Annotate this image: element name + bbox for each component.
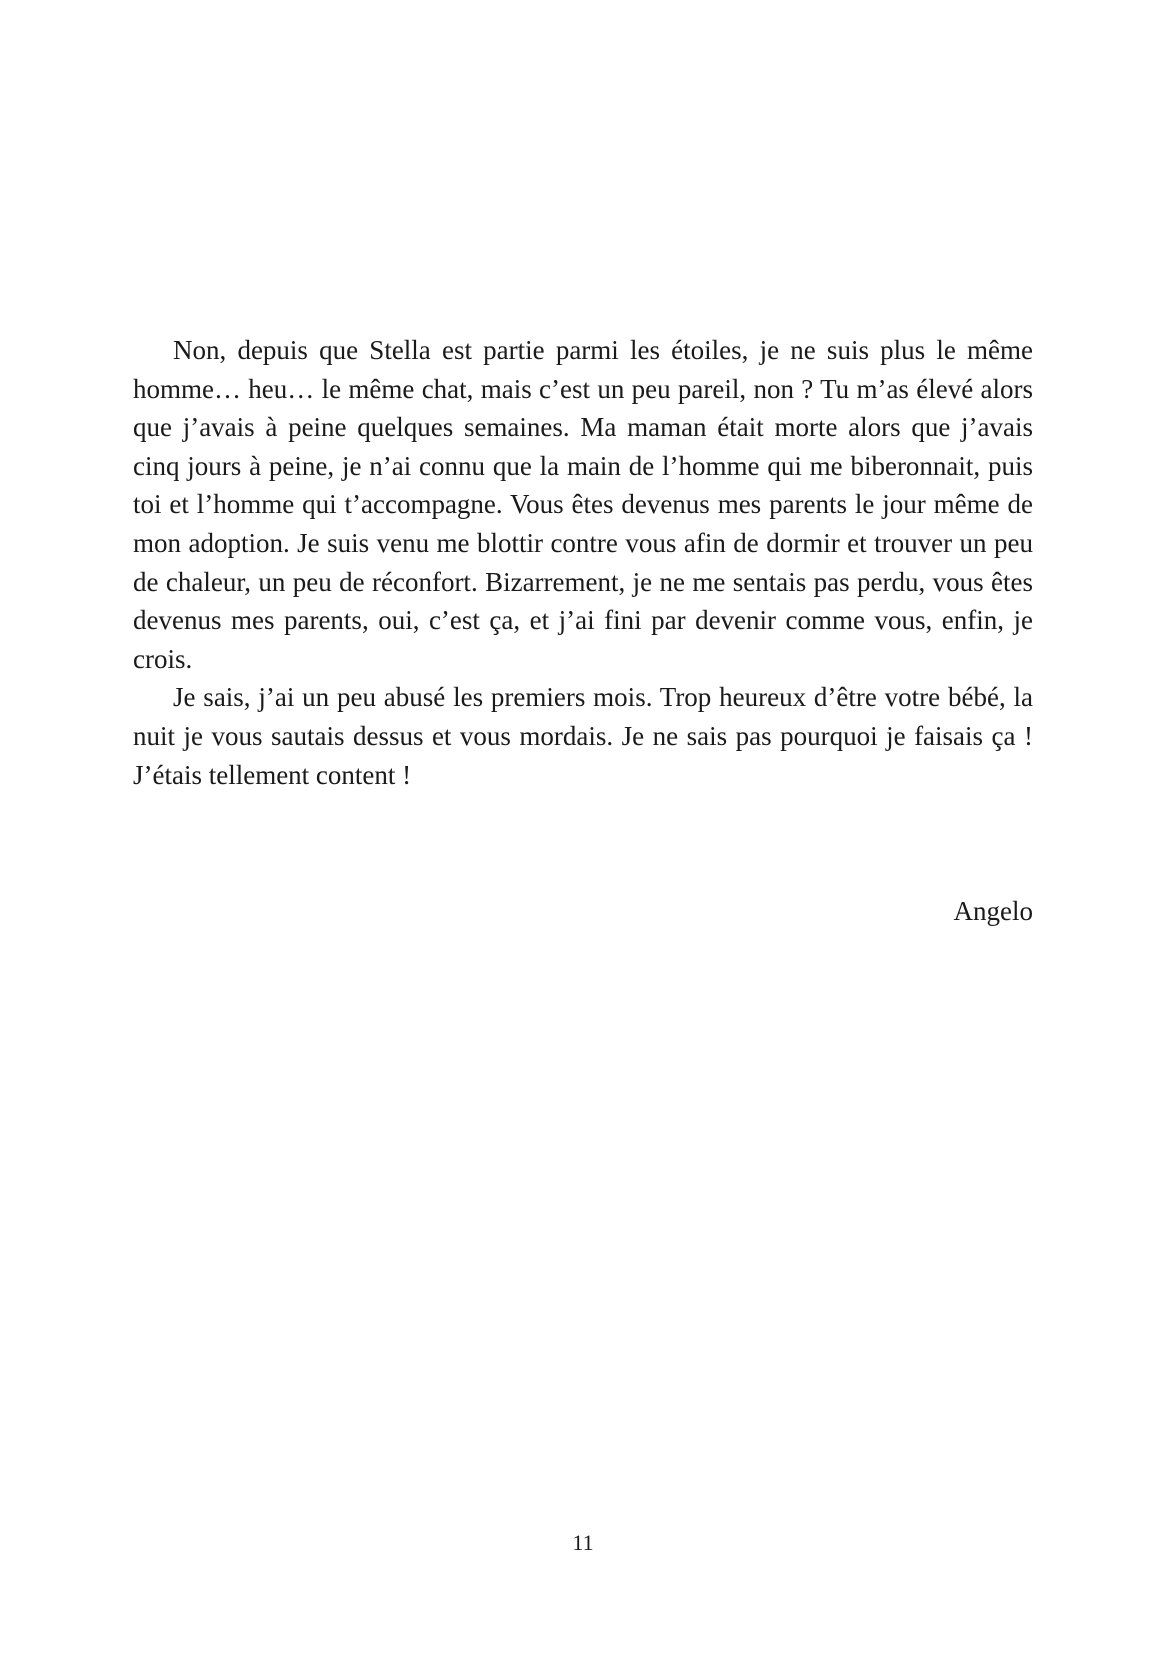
page-number: 11 [572, 1530, 594, 1555]
body-text [133, 331, 1033, 794]
paragraph: Je sais, j’ai un peu abusé les premiers mois. Trop heureux d’être votre bébé, la nuit je vous sautais dessus et vous mordais. Je ne sais pas pourquoi je faisais ça ! J’étais tellement content ! [133, 682, 1033, 790]
paragraph: Non, depuis que Stella est partie parmi les étoiles, je ne suis plus le même homme… heu… le même chat, mais c’est un peu pareil, non ? Tu m’as élevé alors que j’avais à peine quelques semaines. Ma maman était morte alors que j’avais cinq jours à peine, je n’ai connu que la main de l’homme qui me biberonnait, puis toi et l’homme qui t’accompagne. Vous êtes devenus mes parents le jour même de mon adoption. Je suis venu me blottir contre vous afin de dormir et trouver un peu de chaleur, un peu de réconfort. Bizarrement, je ne me sentais pas perdu, vous êtes devenus mes parents, oui, c’est ça, et j’ai fini par devenir comme vous, enfin, je crois. [133, 335, 1033, 674]
signature: Angelo [953, 896, 1033, 926]
